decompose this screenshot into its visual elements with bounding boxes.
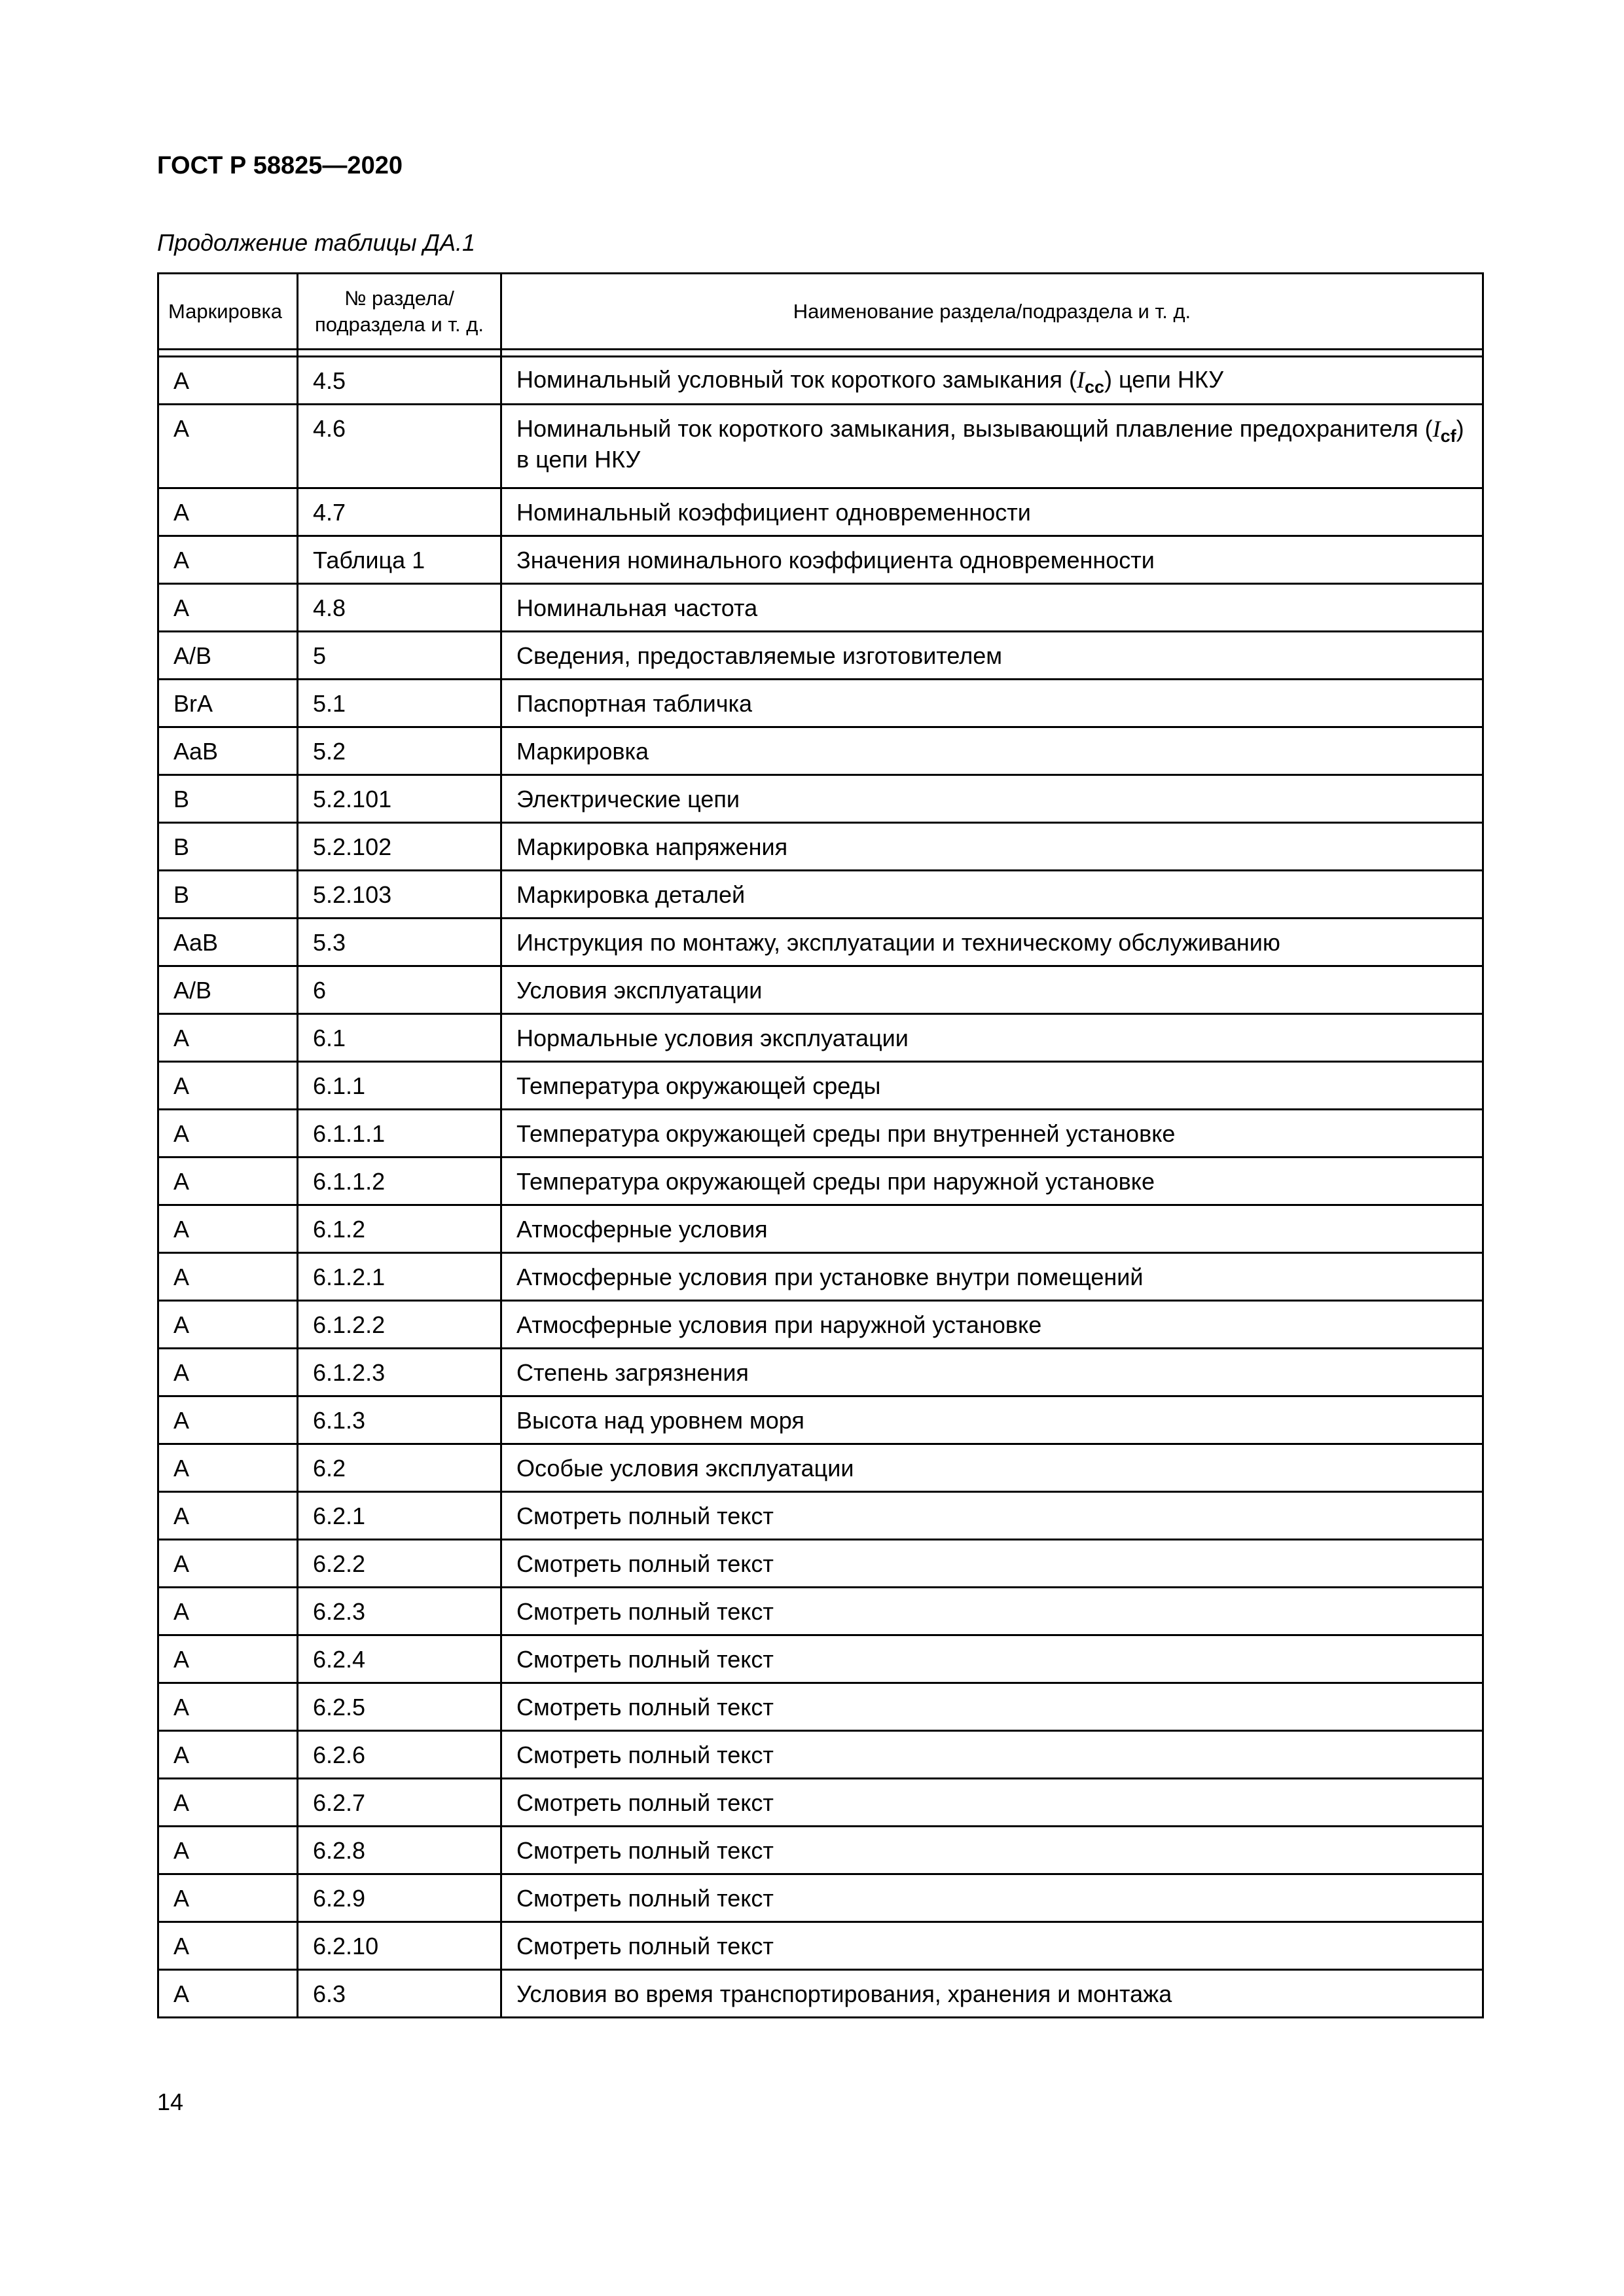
title-text: Номинальный ток короткого замыкания, вызывающий плавление предохранителя ( [516, 415, 1433, 442]
table-row [158, 1827, 1483, 1874]
cell-section-number: 6.2.8 [298, 1827, 501, 1874]
cell-section-title: Особые условия эксплуатации [501, 1444, 1483, 1492]
cell-marking: A [158, 1970, 298, 2018]
cell-marking: A [158, 1396, 298, 1444]
cell-section-number: 6.3 [298, 1970, 501, 2018]
cell-section-title: Смотреть полный текст [501, 1827, 1483, 1874]
page-number: 14 [157, 2088, 184, 2115]
table-row [158, 1588, 1483, 1635]
cell-section-number: 6.2.3 [298, 1588, 501, 1635]
cell-section-title: Смотреть полный текст [501, 1779, 1483, 1827]
table-row [158, 1492, 1483, 1540]
cell-marking: A [158, 1205, 298, 1253]
cell-section-number: 6.1.2.2 [298, 1301, 501, 1349]
table-row [158, 405, 1483, 488]
table-row [158, 1253, 1483, 1301]
column-header-title: Наименование раздела/подраздела и т. д. [501, 274, 1483, 350]
cell-marking: A [158, 1635, 298, 1683]
cell-marking: AaB [158, 727, 298, 775]
cell-section-number: 5.2.102 [298, 823, 501, 871]
cell-section-title: Маркировка [501, 727, 1483, 775]
cell-section-number: 6.1.2.1 [298, 1253, 501, 1301]
cell-section-title: Температура окружающей среды при внутренней установке [501, 1110, 1483, 1157]
cell-section-number: 6.2.4 [298, 1635, 501, 1683]
table-row [158, 357, 1483, 405]
cell-section-number: 5.2.103 [298, 871, 501, 919]
cell-marking: A [158, 1301, 298, 1349]
table-caption: Продолжение таблицы ДА.1 [157, 229, 476, 256]
cell-section-title: Высота над уровнем моря [501, 1396, 1483, 1444]
cell-section-number: 5.1 [298, 680, 501, 727]
cell-marking: A [158, 1874, 298, 1922]
cell-section-title: Маркировка деталей [501, 871, 1483, 919]
table-row [158, 1683, 1483, 1731]
table-row [158, 1349, 1483, 1396]
table-body [158, 357, 1483, 2018]
cell-section-number: 5.2 [298, 727, 501, 775]
table-row [158, 536, 1483, 584]
cell-marking: A [158, 1444, 298, 1492]
cell-section-number: 6.2.7 [298, 1779, 501, 1827]
table-row [158, 823, 1483, 871]
table-row [158, 1301, 1483, 1349]
cell-marking: A [158, 1157, 298, 1205]
cell-section-number: 6.2.2 [298, 1540, 501, 1588]
table-row [158, 1779, 1483, 1827]
cell-section-title: Температура окружающей среды при наружной установке [501, 1157, 1483, 1205]
table-row [158, 727, 1483, 775]
table-row [158, 966, 1483, 1014]
cell-section-number: 6.1 [298, 1014, 501, 1062]
cell-section-number: 6.2.6 [298, 1731, 501, 1779]
table-row [158, 1635, 1483, 1683]
title-text: Номинальный условный ток короткого замыкания ( [516, 365, 1077, 393]
cell-marking: A [158, 536, 298, 584]
cell-section-number: 6.1.2.3 [298, 1349, 501, 1396]
cell-section-title: Атмосферные условия при наружной установке [501, 1301, 1483, 1349]
column-header-section: № раздела/ подраздела и т. д. [298, 274, 501, 350]
cell-marking: B [158, 823, 298, 871]
cell-section-number: 4.5 [298, 357, 501, 405]
cell-section-number: 6.1.1.2 [298, 1157, 501, 1205]
cell-marking: AaB [158, 919, 298, 966]
cell-marking: A [158, 1683, 298, 1731]
cell-section-title: Номинальная частота [501, 584, 1483, 632]
cell-section-title: Электрические цепи [501, 775, 1483, 823]
table-row [158, 1062, 1483, 1110]
cell-section-number: 5.3 [298, 919, 501, 966]
table-row [158, 1014, 1483, 1062]
cell-section-title: Смотреть полный текст [501, 1492, 1483, 1540]
cell-section-number: 4.7 [298, 488, 501, 536]
cell-marking: A [158, 357, 298, 405]
title-text: ) в цепи НКУ [516, 415, 1464, 473]
cell-section-title: Условия эксплуатации [501, 966, 1483, 1014]
current-subscript: cc [1084, 376, 1104, 397]
cell-section-number: 6.2.1 [298, 1492, 501, 1540]
cell-section-number: Таблица 1 [298, 536, 501, 584]
table-row [158, 1970, 1483, 2018]
sections-table [157, 272, 1484, 2018]
cell-marking: A [158, 1779, 298, 1827]
cell-section-title: Атмосферные условия при установке внутри помещений [501, 1253, 1483, 1301]
cell-section-title [501, 357, 1483, 405]
cell-section-title: Нормальные условия эксплуатации [501, 1014, 1483, 1062]
cell-section-title: Атмосферные условия [501, 1205, 1483, 1253]
cell-section-title: Смотреть полный текст [501, 1731, 1483, 1779]
current-symbol: I [1076, 366, 1085, 393]
table-row [158, 871, 1483, 919]
cell-section-number: 5 [298, 632, 501, 680]
cell-section-title: Смотреть полный текст [501, 1635, 1483, 1683]
cell-marking: A [158, 1062, 298, 1110]
cell-section-title: Инструкция по монтажу, эксплуатации и техническому обслуживанию [501, 919, 1483, 966]
cell-marking: A [158, 1110, 298, 1157]
cell-section-number: 4.6 [298, 405, 501, 488]
current-symbol: I [1432, 416, 1441, 442]
cell-marking: A [158, 405, 298, 488]
header-separator [158, 350, 1483, 357]
table-header-row [158, 274, 1483, 350]
table-row [158, 632, 1483, 680]
cell-section-title: Смотреть полный текст [501, 1922, 1483, 1970]
cell-section-number: 5.2.101 [298, 775, 501, 823]
table-row [158, 1874, 1483, 1922]
cell-marking: B [158, 775, 298, 823]
cell-section-title: Смотреть полный текст [501, 1874, 1483, 1922]
cell-section-title: Степень загрязнения [501, 1349, 1483, 1396]
cell-section-number: 6.1.3 [298, 1396, 501, 1444]
cell-section-number: 6 [298, 966, 501, 1014]
column-header-marking: Маркировка [158, 274, 298, 350]
cell-marking: A/B [158, 632, 298, 680]
cell-section-number: 6.2.5 [298, 1683, 501, 1731]
table-row [158, 584, 1483, 632]
cell-section-title: Температура окружающей среды [501, 1062, 1483, 1110]
cell-marking: A [158, 1731, 298, 1779]
table-row [158, 1110, 1483, 1157]
table-row [158, 1540, 1483, 1588]
cell-section-title: Смотреть полный текст [501, 1683, 1483, 1731]
table-row [158, 1396, 1483, 1444]
table-row [158, 1444, 1483, 1492]
cell-marking: A [158, 1492, 298, 1540]
cell-section-title: Номинальный коэффициент одновременности [501, 488, 1483, 536]
cell-section-title: Смотреть полный текст [501, 1540, 1483, 1588]
cell-section-title: Смотреть полный текст [501, 1588, 1483, 1635]
cell-marking: A [158, 584, 298, 632]
cell-section-number: 4.8 [298, 584, 501, 632]
cell-marking: A [158, 1014, 298, 1062]
table-row [158, 488, 1483, 536]
cell-section-number: 6.1.1.1 [298, 1110, 501, 1157]
table-row [158, 1922, 1483, 1970]
table-row [158, 1157, 1483, 1205]
cell-marking: A [158, 1253, 298, 1301]
table-row [158, 919, 1483, 966]
table-row [158, 1205, 1483, 1253]
cell-marking: A [158, 488, 298, 536]
cell-marking: BrA [158, 680, 298, 727]
cell-section-title: Значения номинального коэффициента одновременности [501, 536, 1483, 584]
cell-section-title [501, 405, 1483, 488]
cell-section-number: 6.2.10 [298, 1922, 501, 1970]
cell-marking: A/B [158, 966, 298, 1014]
cell-marking: B [158, 871, 298, 919]
table-row [158, 680, 1483, 727]
cell-section-title: Условия во время транспортирования, хранения и монтажа [501, 1970, 1483, 2018]
table-row [158, 775, 1483, 823]
cell-section-title: Паспортная табличка [501, 680, 1483, 727]
cell-section-number: 6.2 [298, 1444, 501, 1492]
cell-section-title: Маркировка напряжения [501, 823, 1483, 871]
cell-section-title: Сведения, предоставляемые изготовителем [501, 632, 1483, 680]
title-text: ) цепи НКУ [1104, 365, 1224, 393]
cell-marking: A [158, 1540, 298, 1588]
table-row [158, 1731, 1483, 1779]
cell-marking: A [158, 1827, 298, 1874]
cell-marking: A [158, 1349, 298, 1396]
current-subscript: cf [1440, 426, 1456, 446]
cell-section-number: 6.1.1 [298, 1062, 501, 1110]
cell-section-number: 6.1.2 [298, 1205, 501, 1253]
cell-marking: A [158, 1922, 298, 1970]
cell-section-number: 6.2.9 [298, 1874, 501, 1922]
document-title: ГОСТ Р 58825—2020 [157, 152, 403, 179]
cell-marking: A [158, 1588, 298, 1635]
